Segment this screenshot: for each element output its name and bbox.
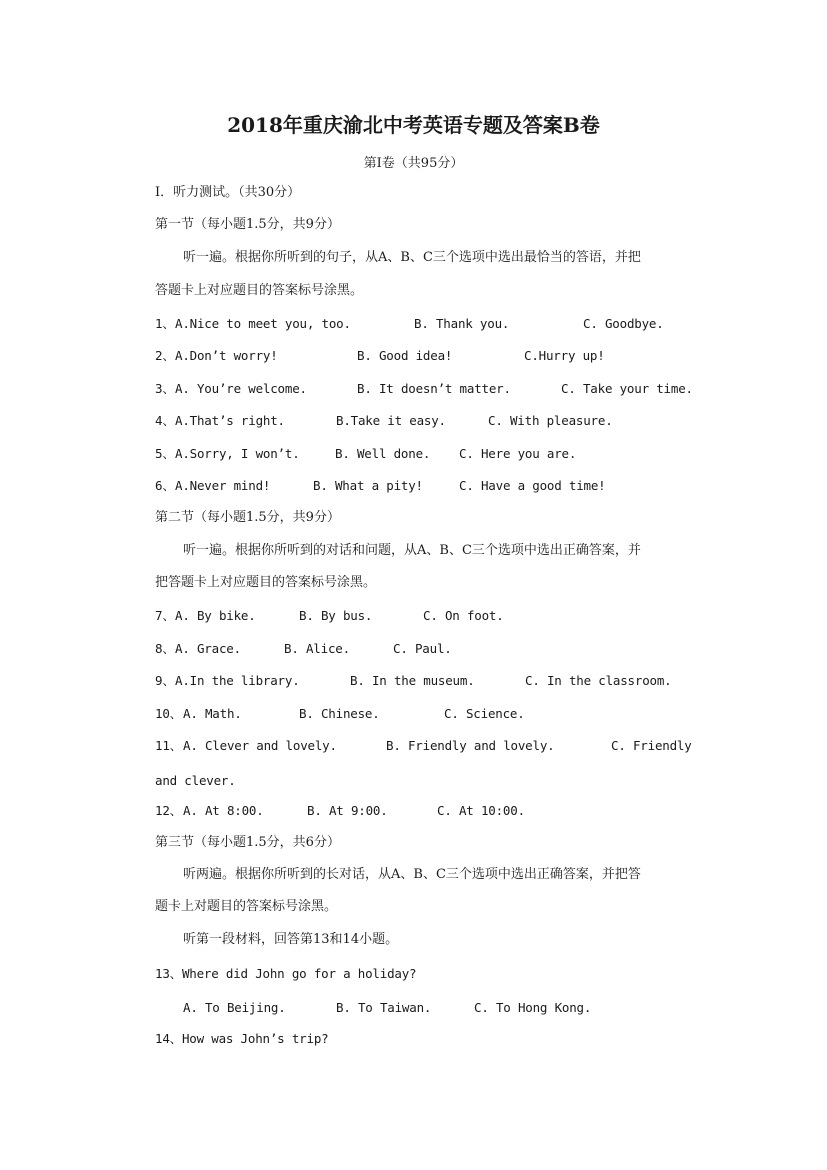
question-continuation: and clever. <box>155 773 236 788</box>
volume-heading: 第I卷（共95分） <box>363 156 464 171</box>
option-b: B. To Taiwan. <box>336 1000 432 1015</box>
option-b: B.Take it easy. <box>336 413 446 428</box>
option-a: A.In the library. <box>175 673 300 688</box>
question-number: 11、 <box>155 738 182 753</box>
question-number: 1、 <box>155 316 175 331</box>
option-c: C. Here you are. <box>459 446 577 461</box>
material-note: 听第一段材料，回答第13和14小题。 <box>183 932 399 947</box>
option-c: C. At 10:00. <box>437 803 525 818</box>
part2-instruction-line1: 听一遍。根据你所听到的对话和问题，从A、B、C三个选项中选出正确答案，并 <box>183 543 641 558</box>
option-a: A. Math. <box>183 706 242 721</box>
question-number: 3、 <box>155 381 175 396</box>
option-a: A. To Beijing. <box>183 1000 286 1015</box>
option-b: B. Thank you. <box>414 316 510 331</box>
option-b: B. What a pity! <box>313 478 423 493</box>
question-number: 2、 <box>155 348 175 363</box>
option-c: C. Take your time. <box>561 381 693 396</box>
question-14: 14、How was John’s trip? <box>155 1031 329 1046</box>
part3-heading: 第三节（每小题1.5分，共6分） <box>155 835 340 850</box>
question-number: 8、 <box>155 641 175 656</box>
option-b: B. At 9:00. <box>307 803 388 818</box>
question-number: 5、 <box>155 446 175 461</box>
part1-heading: 第一节（每小题1.5分，共9分） <box>155 217 340 232</box>
option-c: C. Friendly <box>611 738 692 753</box>
part3-instruction-line1: 听两遍。根据你所听到的长对话，从A、B、C三个选项中选出正确答案，并把答 <box>183 867 641 882</box>
question-number: 7、 <box>155 608 175 623</box>
question-number: 12、 <box>155 803 182 818</box>
option-b: B. Friendly and lovely. <box>386 738 555 753</box>
question-number: 4、 <box>155 413 175 428</box>
option-c: C. Have a good time! <box>459 478 606 493</box>
part2-heading: 第二节（每小题1.5分，共9分） <box>155 510 340 525</box>
option-b: B. Good idea! <box>357 348 453 363</box>
option-a: A. By bike. <box>175 608 256 623</box>
part2-instruction-line2: 把答题卡上对应题目的答案标号涂黑。 <box>155 575 377 590</box>
option-b: B. By bus. <box>299 608 373 623</box>
option-a: A.Don’t worry! <box>175 348 278 363</box>
question-number: 9、 <box>155 673 175 688</box>
option-c: C. With pleasure. <box>488 413 613 428</box>
option-c: C. Science. <box>444 706 525 721</box>
part1-instruction-line1: 听一遍。根据你所听到的句子，从A、B、C三个选项中选出最恰当的答语，并把 <box>183 250 641 265</box>
option-b: B. Well done. <box>335 446 431 461</box>
question-number: 10、 <box>155 706 182 721</box>
option-a: A.That’s right. <box>175 413 285 428</box>
option-a: A. Clever and lovely. <box>183 738 337 753</box>
document-title: 2018年重庆渝北中考英语专题及答案B卷 <box>227 113 600 137</box>
option-b: B. Chinese. <box>299 706 380 721</box>
option-c: C. To Hong Kong. <box>474 1000 592 1015</box>
option-b: B. It doesn’t matter. <box>357 381 511 396</box>
option-a: A.Sorry, I won’t. <box>175 446 300 461</box>
question-13: 13、Where did John go for a holiday? <box>155 966 417 981</box>
part1-instruction-line2: 答题卡上对应题目的答案标号涂黑。 <box>155 283 364 298</box>
option-a: A.Never mind! <box>175 478 271 493</box>
option-c: C. On foot. <box>423 608 504 623</box>
option-b: B. In the museum. <box>350 673 475 688</box>
question-number: 6、 <box>155 478 175 493</box>
option-b: B. Alice. <box>284 641 350 656</box>
option-a: A. You’re welcome. <box>175 381 307 396</box>
option-c: C. In the classroom. <box>525 673 672 688</box>
part3-instruction-line2: 题卡上对题目的答案标号涂黑。 <box>155 899 338 914</box>
option-c: C. Goodbye. <box>583 316 664 331</box>
option-a: A. Grace. <box>175 641 241 656</box>
option-a: A. At 8:00. <box>183 803 264 818</box>
option-a: A.Nice to meet you, too. <box>175 316 351 331</box>
option-c: C.Hurry up! <box>524 348 605 363</box>
section-heading: I．听力测试。（共30分） <box>155 185 301 200</box>
option-c: C. Paul. <box>393 641 452 656</box>
